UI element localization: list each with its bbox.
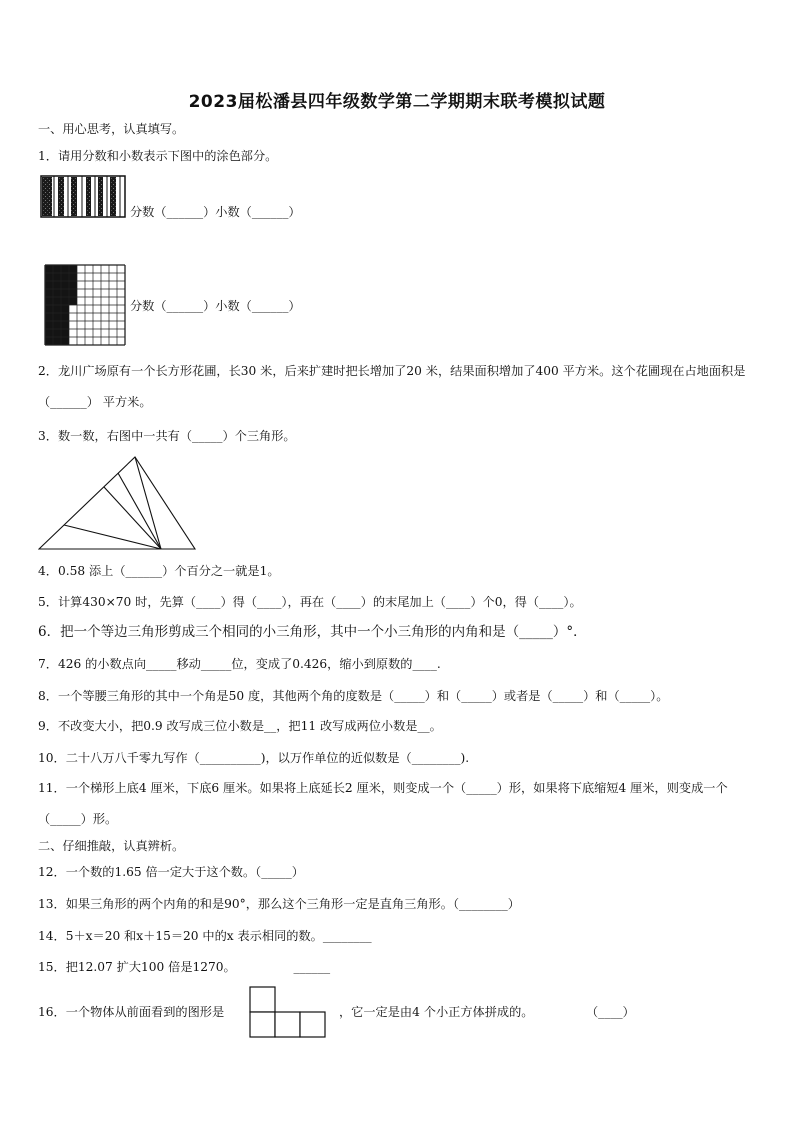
question-1: 1．请用分数和小数表示下图中的涂色部分。 bbox=[38, 149, 278, 163]
figure-2-answer-label: 分数（______）小数（______） bbox=[130, 299, 301, 313]
question-3: 3．数一数，右图中一共有（_____）个三角形。 bbox=[38, 429, 296, 443]
section-heading-1: 一、用心思考，认真填写。 bbox=[38, 122, 185, 136]
question-6: 6．把一个等边三角形剪成三个相同的小三角形，其中一个小三角形的内角和是（_____）°． bbox=[38, 624, 587, 640]
front-view-shape-figure bbox=[249, 986, 329, 1039]
striped-rectangle-figure bbox=[40, 175, 126, 218]
question-16-blank: （____） bbox=[586, 1005, 635, 1019]
question-10: 10．二十八万八千零九写作（__________)，以万作单位的近似数是（________). bbox=[38, 751, 470, 765]
page-title: 2023届松潘县四年级数学第二学期期末联考模拟试题 bbox=[188, 92, 606, 112]
triangle-count-figure bbox=[38, 455, 198, 552]
question-9: 9．不改变大小，把0.9 改写成三位小数是__，把11 改写成两位小数是__。 bbox=[38, 719, 442, 733]
question-13: 13．如果三角形的两个内角的和是90°，那么这个三角形一定是直角三角形。（________） bbox=[38, 897, 520, 911]
question-11: 11．一个梯形上底4 厘米，下底6 厘米。如果将上底延长2 厘米，则变成一个（_____）形，如果将下底缩短4 厘米，则变成一个（_____）形。 bbox=[38, 781, 728, 826]
question-12: 12．一个数的1.65 倍一定大于这个数。（_____） bbox=[38, 865, 304, 879]
question-7: 7．426 的小数点向_____移动_____位，变成了0.426，缩小到原数的____. bbox=[38, 657, 441, 671]
grid-shaded-region bbox=[69, 265, 77, 305]
question-15 bbox=[38, 959, 330, 975]
question-16-after: ，它一定是由4 个小正方体拼成的。 bbox=[339, 1005, 534, 1019]
question-5: 5．计算430×70 时，先算（____）得（____），再在（____）的末尾加上（____）个0，得（____）。 bbox=[38, 595, 582, 609]
shaded-grid-figure bbox=[43, 263, 127, 347]
question-16-before: 16．一个物体从前面看到的图形是 bbox=[38, 1005, 225, 1019]
question-15-text: 15．把12.07 扩大100 倍是1270。 bbox=[38, 960, 236, 974]
question-4: 4．0.58 添上（______）个百分之一就是1。 bbox=[38, 564, 280, 578]
figure-1-answer-label: 分数（______）小数（______） bbox=[130, 205, 301, 219]
question-15-blank: ______ bbox=[293, 960, 331, 974]
question-2: 2．龙川广场原有一个长方形花圃，长30 米，后来扩建时把长增加了20 米，结果面积增加了400 平方米。这个花圃现在占地面积是（______） 平方米。 bbox=[38, 364, 746, 409]
section-heading-2: 二、仔细推敲，认真辨析。 bbox=[38, 839, 185, 853]
question-14: 14．5＋x＝20 和x＋15＝20 中的x 表示相同的数。________ bbox=[38, 929, 372, 943]
question-8: 8．一个等腰三角形的其中一个角是50 度，其他两个角的度数是（_____）和（_____）或者是（_____）和（_____）。 bbox=[38, 689, 669, 703]
